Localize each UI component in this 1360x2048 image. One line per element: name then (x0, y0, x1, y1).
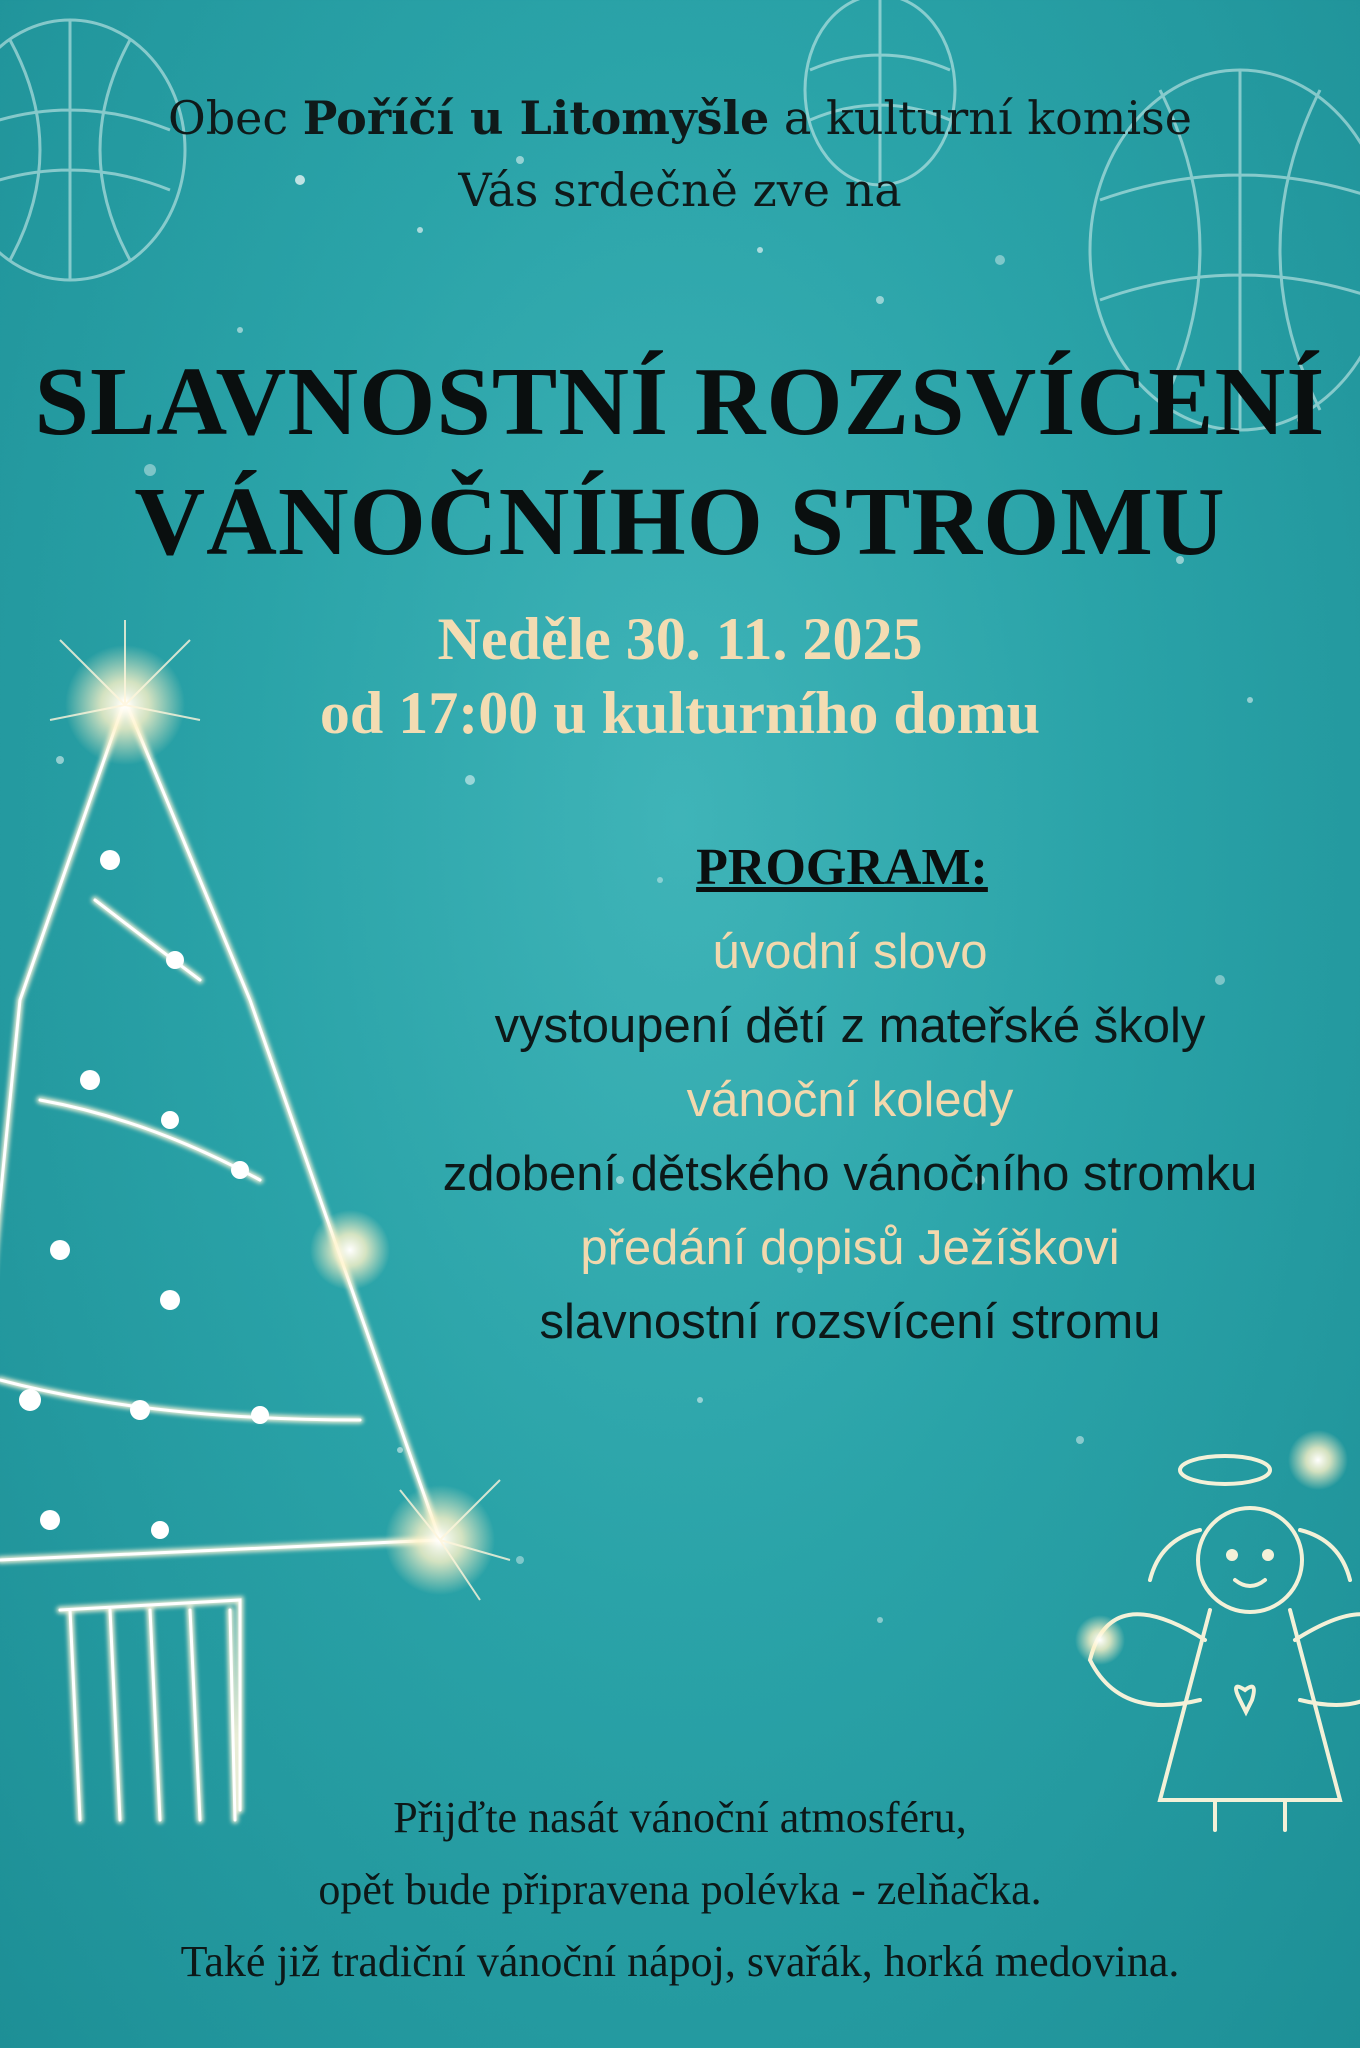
event-title-line2: VÁNOČNÍHO STROMU (134, 468, 1226, 576)
invitation-line2: Vás srdečně zve na (458, 163, 902, 217)
footer-line2: opět bude připravena polévka - zelňačka. (318, 1865, 1042, 1914)
program-list (330, 915, 1360, 1359)
program-item: předání dopisů Ježíškovi (580, 1221, 1120, 1275)
intro-prefix: Obec (168, 91, 289, 145)
village-name: Poříčí u Litomyšle (302, 91, 770, 145)
program-item: vánoční koledy (686, 1073, 1014, 1127)
program-item: slavnostní rozsvícení stromu (539, 1295, 1161, 1349)
intro-suffix: a kulturní komise (783, 91, 1192, 145)
event-title-line1: SLAVNOSTNÍ ROZSVÍCENÍ (34, 348, 1326, 456)
angel-icon (1090, 1456, 1360, 1830)
program-heading: PROGRAM: (696, 839, 988, 896)
program-item: vystoupení dětí z mateřské školy (494, 999, 1206, 1053)
program-item: úvodní slovo (712, 925, 988, 979)
footer-line3: Také již tradiční vánoční nápoj, svařák, horká medovina. (180, 1937, 1180, 1986)
program-item: zdobení dětského vánočního stromku (442, 1147, 1258, 1201)
event-date: Neděle 30. 11. 2025 (437, 606, 923, 672)
footer-line1: Přijďte nasát vánoční atmosféru, (393, 1793, 967, 1842)
invitation-intro (0, 88, 1360, 148)
event-time-place: od 17:00 u kulturního domu (319, 680, 1041, 746)
